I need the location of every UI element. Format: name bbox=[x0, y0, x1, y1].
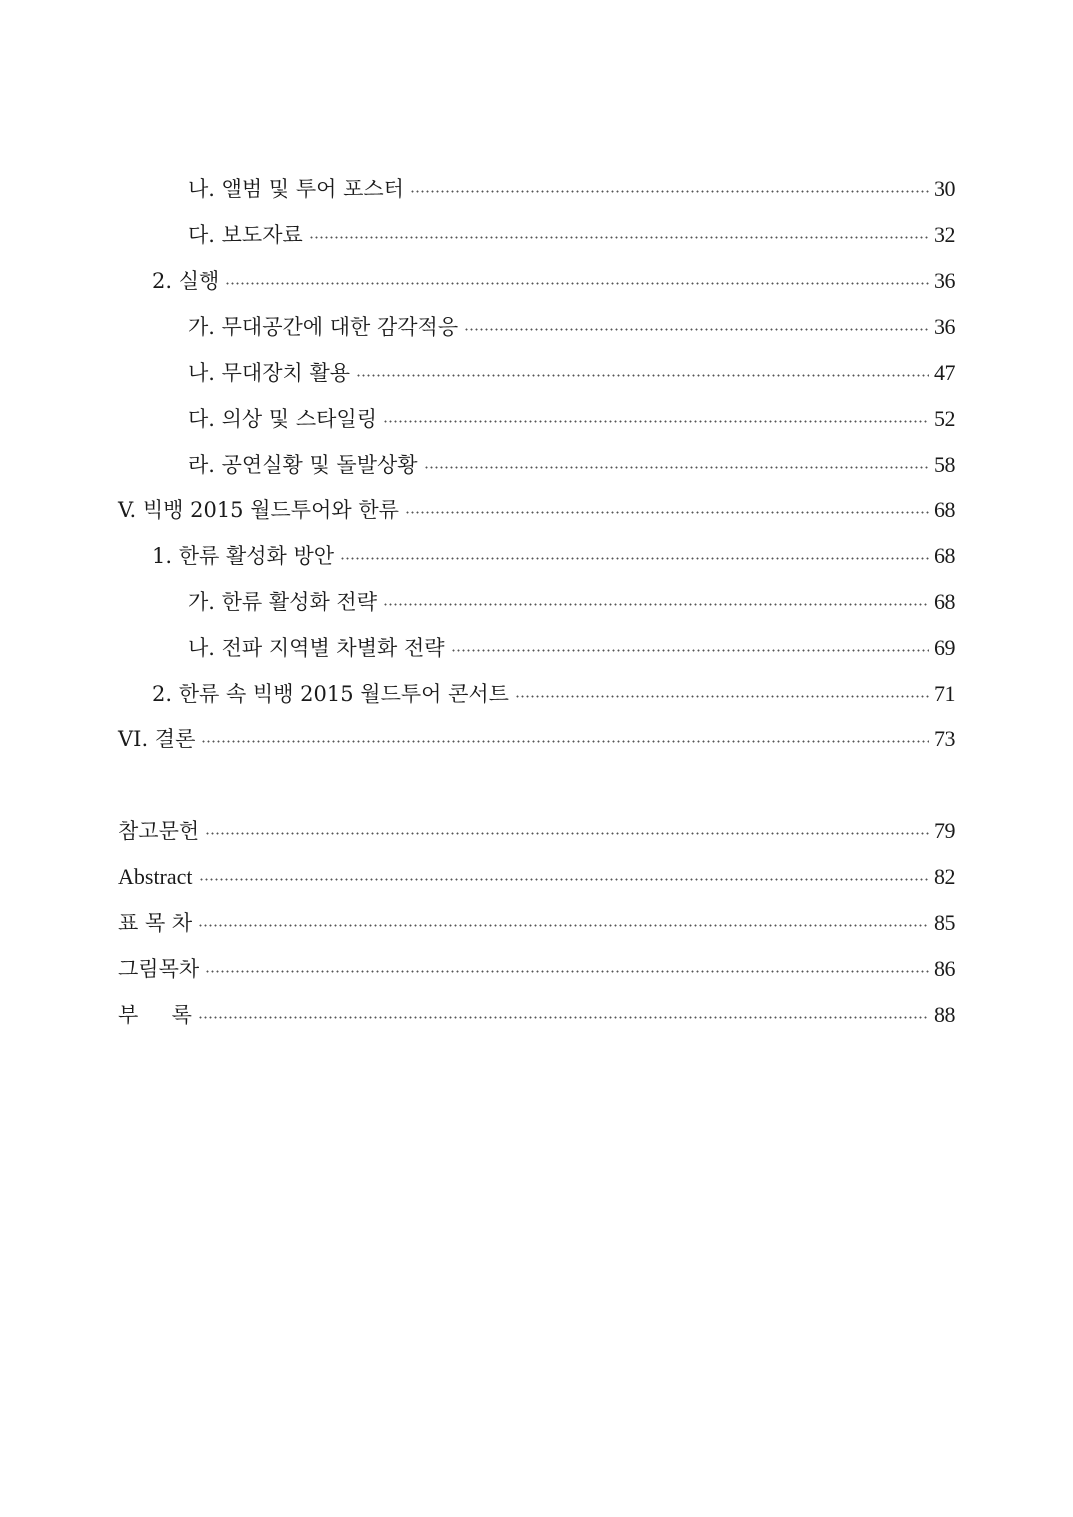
toc-dot-leader bbox=[405, 511, 929, 514]
toc-back-matter-entry bbox=[118, 951, 955, 987]
toc-entry-label: 가. 무대공간에 대한 감각적응 bbox=[188, 315, 459, 339]
toc-entry-label: 그림목차 bbox=[118, 957, 200, 981]
toc-dot-leader bbox=[356, 374, 929, 377]
toc-entry-label: 나. 무대장치 활용 bbox=[188, 361, 351, 385]
toc-entry bbox=[152, 263, 955, 299]
toc-entry-label: 나. 전파 지역별 차별화 전략 bbox=[188, 636, 445, 660]
toc-entry bbox=[152, 538, 955, 574]
toc-entry-label: 참고문헌 bbox=[118, 819, 200, 843]
toc-dot-leader bbox=[383, 603, 929, 606]
toc-dot-leader bbox=[198, 924, 929, 927]
toc-dot-leader bbox=[225, 282, 929, 285]
toc-entry-page: 36 bbox=[934, 314, 955, 339]
toc-dot-leader bbox=[424, 466, 929, 469]
toc-dot-leader bbox=[340, 557, 929, 560]
toc-dot-leader bbox=[383, 420, 929, 423]
toc-entry-label: 다. 보도자료 bbox=[188, 223, 303, 247]
toc-entry-label: 1. 한류 활성화 방안 bbox=[152, 544, 335, 568]
toc-entry-label: 라. 공연실황 및 돌발상황 bbox=[188, 453, 418, 477]
toc-entry-page: 68 bbox=[934, 589, 955, 614]
toc-entry-page: 73 bbox=[934, 726, 955, 751]
toc-entry bbox=[188, 630, 955, 666]
toc-back-matter-entry bbox=[118, 905, 955, 941]
toc-dot-leader bbox=[309, 236, 929, 239]
toc-dot-leader bbox=[201, 740, 929, 743]
toc-entry-page: 85 bbox=[934, 910, 955, 935]
toc-dot-leader bbox=[205, 970, 929, 973]
toc-entry-page: 88 bbox=[934, 1002, 955, 1027]
toc-entry-label: 표 목 차 bbox=[118, 911, 193, 935]
toc-entry-page: 82 bbox=[934, 864, 955, 889]
toc-entry-page: 32 bbox=[934, 222, 955, 247]
toc-entry-page: 52 bbox=[934, 406, 955, 431]
toc-entry bbox=[188, 355, 955, 391]
toc-entry-label: VI. 결론 bbox=[118, 727, 196, 751]
toc-entry bbox=[188, 584, 955, 620]
toc-entry-page: 58 bbox=[934, 452, 955, 477]
toc-entry-label: 2. 실행 bbox=[152, 269, 220, 293]
toc-entry-label: 나. 앨범 및 투어 포스터 bbox=[188, 177, 404, 201]
toc-entry bbox=[188, 447, 955, 483]
toc-entry-label: 부 록 bbox=[118, 1003, 192, 1027]
toc-dot-leader bbox=[410, 190, 929, 193]
toc-entry-label: 다. 의상 및 스타일링 bbox=[188, 407, 377, 431]
toc-chapter bbox=[118, 492, 955, 528]
toc-entry-page: 30 bbox=[934, 176, 955, 201]
toc-dot-leader bbox=[205, 832, 929, 835]
toc-entry-page: 79 bbox=[934, 818, 955, 843]
toc-dot-leader bbox=[451, 649, 929, 652]
toc-entry-page: 47 bbox=[934, 360, 955, 385]
toc-dot-leader bbox=[199, 878, 929, 881]
toc-back-matter-entry bbox=[118, 813, 955, 849]
toc-back-matter-entry bbox=[118, 997, 955, 1033]
toc-entry-page: 69 bbox=[934, 635, 955, 660]
toc-entry-label: 가. 한류 활성화 전략 bbox=[188, 590, 377, 614]
toc-entry-page: 68 bbox=[934, 497, 955, 522]
toc-entry-page: 68 bbox=[934, 543, 955, 568]
toc-entry bbox=[152, 676, 955, 712]
toc-dot-leader bbox=[198, 1016, 929, 1019]
toc-dot-leader bbox=[464, 328, 929, 331]
toc-entry-page: 36 bbox=[934, 268, 955, 293]
toc-entry-label: 2. 한류 속 빅뱅 2015 월드투어 콘서트 bbox=[152, 682, 509, 706]
toc-entry-label: V. 빅뱅 2015 월드투어와 한류 bbox=[118, 498, 399, 522]
toc-entry bbox=[188, 401, 955, 437]
toc-entry-label: Abstract bbox=[118, 864, 193, 889]
toc-dot-leader bbox=[515, 695, 929, 698]
toc-back-matter-entry bbox=[118, 859, 955, 895]
toc-entry bbox=[188, 309, 955, 345]
toc-entry bbox=[188, 171, 955, 207]
toc-chapter bbox=[118, 721, 955, 757]
toc-entry-page: 86 bbox=[934, 956, 955, 981]
toc-entry bbox=[188, 217, 955, 253]
toc-entry-page: 71 bbox=[934, 681, 955, 706]
